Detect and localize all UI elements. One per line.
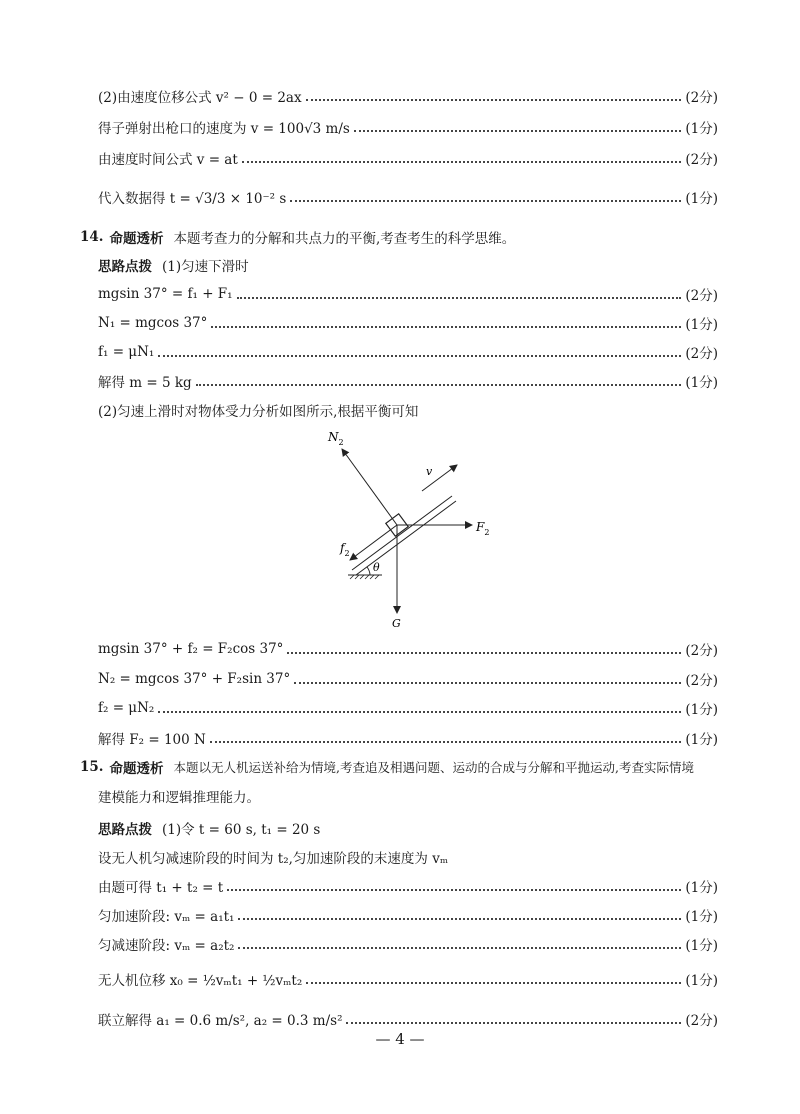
points-label: (1分) xyxy=(685,880,718,896)
part2-text: (2)匀速上滑时对物体受力分析如图所示,根据平衡可知 xyxy=(98,404,419,420)
eq-line xyxy=(98,695,718,721)
eq-line xyxy=(98,368,718,394)
eq-text: (2)由速度位移公式 v² − 0 = 2ax xyxy=(98,90,302,106)
intro-text-cont: 建模能力和逻辑推理能力。 xyxy=(98,790,260,806)
eq-text: 解得 m = 5 kg xyxy=(98,375,192,391)
g-label: G xyxy=(392,617,401,630)
leader-dots xyxy=(210,741,682,743)
hint-label: 思路点拨 xyxy=(98,822,152,838)
eq-line xyxy=(98,281,718,307)
ground-hatch xyxy=(350,575,379,579)
leader-dots xyxy=(238,947,681,949)
points-label: (2分) xyxy=(685,90,718,106)
angle-arc xyxy=(367,567,370,575)
hint-text: (1)令 t = 60 s, t₁ = 20 s xyxy=(162,822,321,838)
leader-dots xyxy=(346,1022,681,1024)
points-label: (2分) xyxy=(685,152,718,168)
f2-label: $F_2$ xyxy=(476,520,490,537)
incline-line xyxy=(352,496,452,570)
q15-intro xyxy=(80,754,718,780)
friction-label: $f_2$ xyxy=(340,541,350,558)
points-label: (1分) xyxy=(685,191,718,207)
q15-hint xyxy=(98,815,718,841)
question-number: 15. xyxy=(80,759,104,775)
points-label: (2分) xyxy=(685,643,718,659)
eq-line xyxy=(98,636,718,662)
eq-text: 匀减速阶段: vₘ = a₂t₂ xyxy=(98,938,235,954)
eq-line xyxy=(98,114,718,140)
eq-line xyxy=(98,145,718,171)
eq-text: 解得 F₂ = 100 N xyxy=(98,732,206,748)
points-label: (2分) xyxy=(685,673,718,689)
eq-line xyxy=(98,1006,718,1032)
eq-text: mgsin 37° + f₂ = F₂cos 37° xyxy=(98,641,284,657)
points-label: (1分) xyxy=(685,317,718,333)
hint-text: (1)匀速下滑时 xyxy=(162,259,249,275)
incline-line xyxy=(356,501,456,575)
eq-text: 联立解得 a₁ = 0.6 m/s², a₂ = 0.3 m/s² xyxy=(98,1013,343,1029)
leader-dots xyxy=(354,130,682,132)
eq-text: 由题可得 t₁ + t₂ = t xyxy=(98,880,224,896)
eq-text: N₂ = mgcos 37° + F₂sin 37° xyxy=(98,671,291,687)
leader-dots xyxy=(211,326,681,328)
leader-dots xyxy=(158,355,681,357)
points-label: (1分) xyxy=(685,702,718,718)
intro-text: 本题考查力的分解和共点力的平衡,考查考生的科学思维。 xyxy=(173,231,516,247)
setup-text: 设无人机匀减速阶段的时间为 t₂,匀加速阶段的末速度为 vₘ xyxy=(98,851,449,867)
eq-line xyxy=(98,725,718,751)
eq-text: 由速度时间公式 v = at xyxy=(98,152,238,168)
eq-line xyxy=(98,83,718,109)
eq-line xyxy=(98,184,718,210)
eq-text: f₁ = μN₁ xyxy=(98,344,155,360)
points-label: (1分) xyxy=(685,973,718,989)
points-label: (2分) xyxy=(685,288,718,304)
eq-line xyxy=(98,339,718,365)
intro-label: 命题透析 xyxy=(109,761,164,777)
leader-dots xyxy=(238,918,681,920)
eq-line xyxy=(98,966,718,992)
leader-dots xyxy=(196,384,682,386)
force-diagram xyxy=(320,425,500,630)
q14-intro xyxy=(80,224,718,250)
eq-line xyxy=(98,666,718,692)
points-label: (2分) xyxy=(685,1013,718,1029)
eq-text: 无人机位移 x₀ = ½vₘt₁ + ½vₘt₂ xyxy=(98,973,303,989)
leader-dots xyxy=(294,682,681,684)
points-label: (2分) xyxy=(685,346,718,362)
intro-text: 本题以无人机运送补给为情境,考查追及相遇问题、运动的合成与分解和平抛运动,考查实际情境 xyxy=(173,760,694,775)
page-number: — 4 — xyxy=(375,1030,425,1048)
eq-line xyxy=(98,310,718,336)
normal-force-arrow xyxy=(342,449,397,525)
eq-line xyxy=(98,902,718,928)
leader-dots xyxy=(242,161,682,163)
theta-label: θ xyxy=(373,561,380,574)
q14-part2 xyxy=(98,397,718,423)
leader-dots xyxy=(290,200,681,202)
intro-label: 命题透析 xyxy=(109,231,164,247)
hint-label: 思路点拨 xyxy=(98,259,152,275)
points-label: (1分) xyxy=(685,909,718,925)
points-label: (1分) xyxy=(685,732,718,748)
eq-text: f₂ = μN₂ xyxy=(98,700,155,716)
q14-hint xyxy=(98,252,718,278)
leader-dots xyxy=(237,297,682,299)
points-label: (1分) xyxy=(685,121,718,137)
points-label: (1分) xyxy=(685,938,718,954)
leader-dots xyxy=(306,99,682,101)
eq-text: 代入数据得 t = √3/3 × 10⁻² s xyxy=(98,191,287,207)
n2-label: $N_2$ xyxy=(328,430,344,447)
eq-text: mgsin 37° = f₁ + F₁ xyxy=(98,286,233,302)
eq-line xyxy=(98,873,718,899)
question-number: 14. xyxy=(80,229,104,245)
eq-text: 匀加速阶段: vₘ = a₁t₁ xyxy=(98,909,235,925)
eq-text: N₁ = mgcos 37° xyxy=(98,315,208,331)
points-label: (1分) xyxy=(685,375,718,391)
leader-dots xyxy=(227,889,681,891)
eq-text: 得子弹射出枪口的速度为 v = 100√3 m/s xyxy=(98,121,350,137)
eq-line xyxy=(98,931,718,957)
v-label: v xyxy=(426,465,433,478)
leader-dots xyxy=(287,652,681,654)
leader-dots xyxy=(306,982,681,984)
leader-dots xyxy=(158,711,681,713)
q15-setup xyxy=(98,844,718,870)
q15-intro-cont xyxy=(98,783,718,809)
